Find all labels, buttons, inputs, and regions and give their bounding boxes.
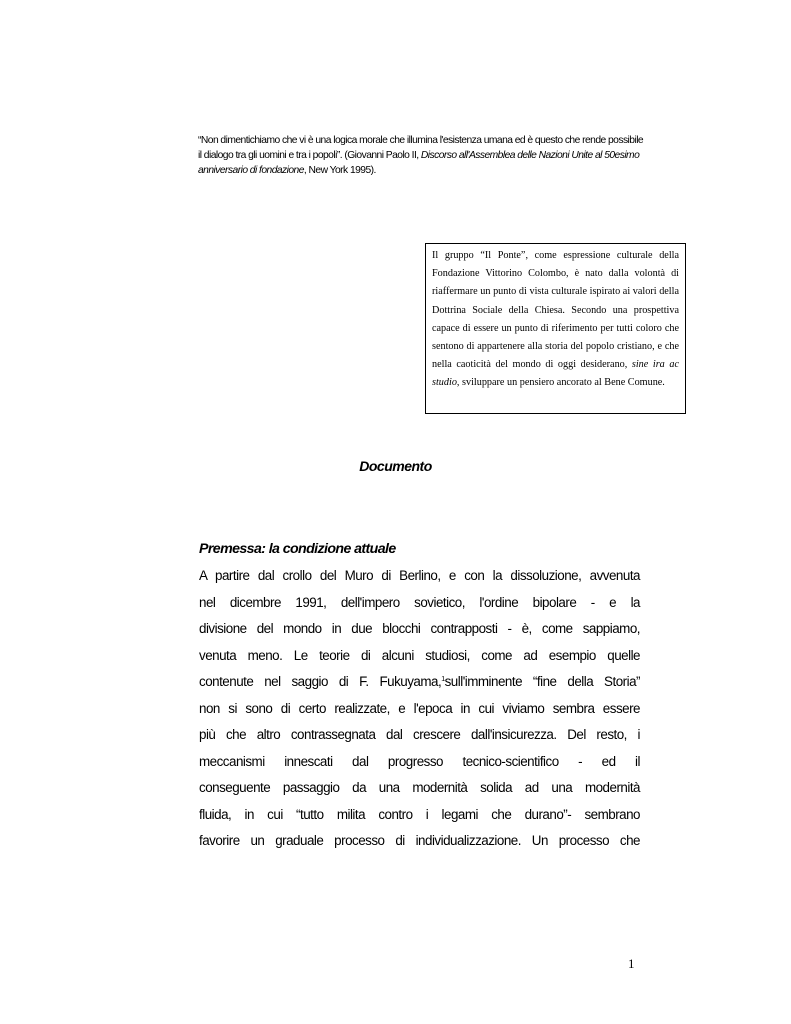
body-line: favorire un graduale processo di individualizzazione. Un processo che <box>199 833 640 848</box>
footnote-marker[interactable]: 1 <box>441 676 445 683</box>
body-line: divisione del mondo in due blocchi contrapposti - è, come sappiamo, <box>199 621 640 636</box>
epigraph-attribution-work: Discorso all'Assemblea delle Nazioni Unite al 50esimo anniversario di fondazione <box>198 150 640 176</box>
body-line: non si sono di certo realizzate, e l'epoca in cui viviamo sembra essere <box>199 700 640 716</box>
mission-statement-box <box>425 243 686 414</box>
page-number: 1 <box>628 956 635 971</box>
mission-text-italic: sine ira ac studio <box>432 359 679 389</box>
body-line: meccanismi innescati dal progresso tecnico-scientifico - ed il <box>199 753 640 769</box>
body-paragraph <box>199 563 640 855</box>
document-title: Documento <box>359 458 432 474</box>
section-title: Premessa: la condizione attuale <box>199 541 396 557</box>
body-line: fluida, in cui “tutto milita contro i legami che durano”- sembrano <box>199 806 640 822</box>
body-line-part: contenute nel saggio di F. Fukuyama, <box>199 674 442 689</box>
epigraph-quote <box>198 133 646 178</box>
epigraph-text: “Non dimentichiamo che vi è una logica morale che illumina l'esistenza umana ed è questo che rende possibile il dialogo tra gli uomini e tra i popoli”. <box>198 135 644 161</box>
mission-text-after: , sviluppare un pensiero ancorato al Bene Comune. <box>456 377 665 389</box>
body-line: conseguente passaggio da una modernità solida ad una modernità <box>199 780 640 795</box>
body-line: A partire dal crollo del Muro di Berlino, e con la dissoluzione, avvenuta <box>199 568 640 583</box>
body-line-part: sull'imminente “fine della Storia” <box>444 674 640 689</box>
body-line: venuta meno. Le teorie di alcuni studiosi, come ad esempio quelle <box>199 647 640 663</box>
body-line: più che altro contrassegnata dal crescere dall'insicurezza. Del resto, i <box>199 727 640 742</box>
body-line: nel dicembre 1991, dell'impero sovietico, l'ordine bipolare - e la <box>199 594 640 610</box>
mission-text-before: Il gruppo “Il Ponte”, come espressione culturale della Fondazione Vittorino Colombo, è nato dalla volontà di riaffermare un punto di vista culturale ispirato ai valori della Dottrina Sociale della Chiesa. Secondo una prospettiva capace di essere un punto di riferimento per tutti coloro che sentono di appartenere alla storia del popolo cristiano, e che nella caoticità del mondo di oggi desiderano, <box>432 250 679 371</box>
body-line-with-footnote <box>199 669 640 696</box>
epigraph-attribution-close: , New York 1995). <box>303 165 376 176</box>
epigraph-attribution-open: (Giovanni Paolo II, <box>344 150 419 161</box>
